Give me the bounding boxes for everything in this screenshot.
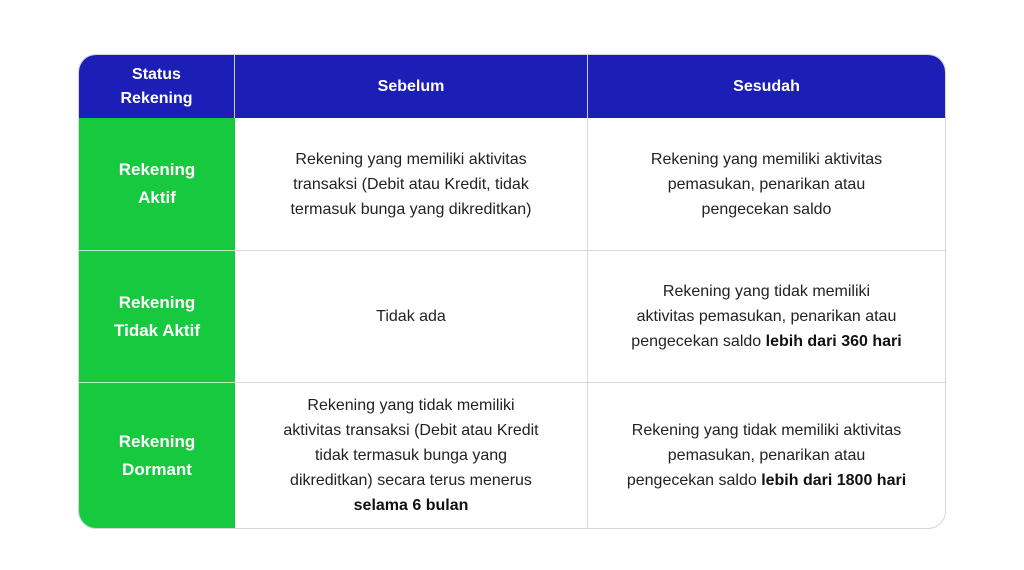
header-status-rekening	[79, 55, 235, 118]
sesudah-tidak-aktif	[588, 251, 945, 383]
status-text: Dormant	[122, 459, 192, 479]
text-line: pemasukan, penarikan atau	[667, 447, 866, 464]
bold-duration: lebih dari 1800 hari	[761, 472, 907, 489]
text-line: transaksi (Debit atau Kredit, tidak	[293, 175, 529, 193]
text-line: pemasukan, penarikan atau	[667, 175, 866, 193]
text-line: aktivitas transaksi (Debit atau Kredit	[283, 422, 539, 439]
text-line: pengecekan saldo	[626, 472, 762, 489]
header-text: Sesudah	[733, 77, 800, 95]
sebelum-tidak-aktif	[235, 251, 588, 383]
text-line: tidak termasuk bunga yang	[314, 447, 508, 464]
text-line: termasuk bunga yang dikreditkan)	[290, 200, 532, 218]
header-text: Status	[132, 65, 181, 83]
text-line: Rekening yang tidak memiliki	[662, 283, 871, 300]
status-text: Tidak Aktif	[114, 320, 200, 340]
status-text: Rekening	[118, 431, 196, 451]
sebelum-dormant	[235, 383, 588, 528]
account-status-table	[78, 54, 946, 529]
status-dormant	[79, 383, 235, 528]
text-line: pengecekan saldo	[631, 333, 766, 350]
text-line: dikreditkan) secara terus menerus	[290, 472, 532, 489]
status-tidak-aktif	[79, 251, 235, 383]
header-sebelum	[235, 55, 588, 118]
header-text: Sebelum	[377, 77, 445, 95]
bold-duration: selama 6 bulan	[353, 497, 469, 514]
sebelum-aktif	[235, 118, 588, 251]
status-text: Rekening	[118, 160, 196, 179]
sesudah-dormant	[588, 383, 945, 528]
text-line: Tidak ada	[376, 308, 446, 325]
header-text: Rekening	[120, 89, 193, 107]
text-line: Rekening yang tidak memiliki aktivitas	[631, 422, 902, 439]
status-text: Rekening	[118, 292, 196, 312]
status-text: Aktif	[138, 188, 176, 207]
text-line: Rekening yang memiliki aktivitas	[295, 150, 527, 168]
text-line: Rekening yang tidak memiliki	[307, 397, 515, 414]
status-aktif	[79, 118, 235, 251]
text-line: pengecekan saldo	[701, 200, 832, 218]
text-line: Rekening yang memiliki aktivitas	[650, 150, 883, 168]
text-line: aktivitas pemasukan, penarikan atau	[636, 308, 897, 325]
sesudah-aktif	[588, 118, 945, 251]
header-sesudah	[588, 55, 945, 118]
bold-duration: lebih dari 360 hari	[765, 333, 902, 350]
